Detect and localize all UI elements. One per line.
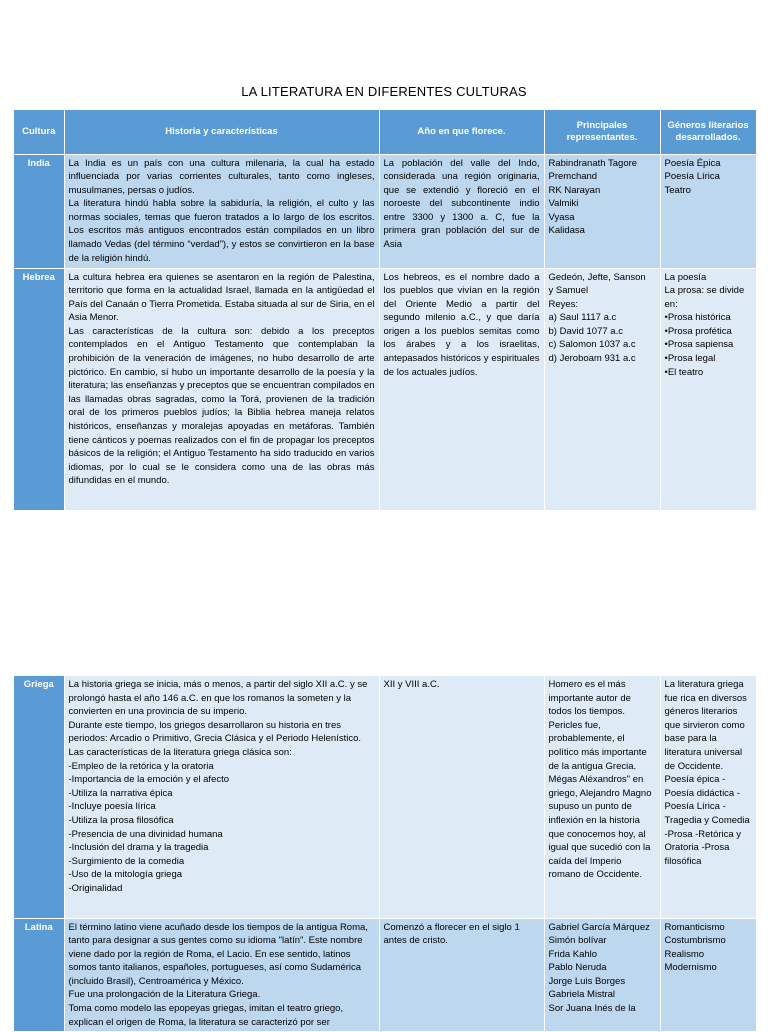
- header-generos: Géneros literarios desarrollados.: [660, 110, 756, 154]
- representantes-text: Homero es el más importante autor de todos los tiempos. Pericles fue, probablemente, el político más importante de la antigua Grecia. Mégas Aléxandros" en griego, Alejandro Magno supuso un punto de inflexión en la historia que conocemos hoy, al igual que sucedió con la caída del Imperio romano de Occidente.: [548, 679, 652, 881]
- header-cultura: Cultura: [14, 110, 64, 154]
- ano-text: XII y VIII a.C.: [383, 679, 440, 690]
- historia-paragraph: Fue una prolongación de la Literatura Griega.: [68, 989, 261, 1001]
- generos-cell: [660, 918, 756, 1032]
- representante: d) Jeroboam 931 a.c: [548, 353, 636, 365]
- representante: Reyes:: [548, 298, 579, 310]
- ano-text: Los hebreos, es el nombre dado a los pueblos que vivían en la región del Oriente Medio a partir del segundo milenio a.C., y que daría origen a los pueblos semitas como los árabes y a los israelitas, antepasados históricos y espirituales de los actuales judíos.: [383, 271, 540, 378]
- historia-line: -Presencia de una divinidad humana: [68, 828, 223, 840]
- generos-cell: [660, 676, 756, 918]
- representante: c) Salomon 1037 a.c: [548, 339, 636, 351]
- literature-table-top: [14, 110, 757, 511]
- genero-list-item: • Prosa profética: [665, 325, 752, 339]
- historia-cell: [64, 268, 379, 510]
- representantes-cell: [544, 268, 660, 510]
- ano-text: Comenzó a florecer en el siglo 1 antes de cristo.: [383, 921, 520, 947]
- generos-list: [665, 311, 752, 379]
- historia-line: -Incluye poesía lírica: [68, 801, 156, 813]
- genero-list-item: • Prosa sapiensa: [665, 338, 752, 352]
- representante: a) Saul 1117 a.c: [548, 312, 617, 324]
- representante: b) David 1077 a.c: [548, 325, 623, 337]
- genero: Teatro: [664, 184, 691, 196]
- historia-paragraph: El término latino viene acuñado desde los tiempos de la antigua Roma, tanto para designar a sus gentes como su idioma "latín". Este nombre viene dado por la región de Roma, el Lacio. En ese sentido, latinos somos tanto italianos, españoles, portugueses, así como Sudamérica (incluido Brasil), Centroamérica y México.: [68, 921, 368, 987]
- ano-cell: [379, 268, 544, 510]
- representantes-cell: [544, 918, 660, 1032]
- header-historia: Historia y características: [64, 110, 379, 154]
- genero: Modernismo: [664, 962, 717, 974]
- historia-line: -Uso de la mitología griega: [68, 869, 183, 881]
- representante: Valmiki: [548, 198, 579, 210]
- header-representantes: Principales representantes.: [544, 110, 660, 154]
- historia-paragraph: Durante este tiempo, los griegos desarrollaron su historia en tres periodos: Arcadio o Primitivo, Grecia Clásica y el Periodo Helenístico. Las características de la literatura griega clásica son:: [68, 719, 362, 758]
- ano-cell: [379, 154, 544, 268]
- genero: Poesía Épica: [664, 157, 721, 169]
- historia-paragraph: Toma como modelo las epopeyas griegas, imitan el teatro griego, explican el origen de Roma, la literatura se caracterizó por ser: [68, 1003, 344, 1028]
- representante: Jorge Luis Borges: [548, 975, 626, 987]
- historia-cell: [64, 154, 379, 268]
- genero: Romanticismo: [664, 921, 725, 933]
- genero-list-item: • El teatro: [665, 366, 752, 380]
- historia-paragraph: La India es un país con una cultura milenaria, la cual ha estado influenciada por varias corrientes culturales, tanto como ingleses, musulmanes, persas o judíos.: [68, 157, 375, 196]
- table-row-griega: [14, 676, 756, 918]
- representante: Gabriel García Márquez: [548, 921, 650, 933]
- historia-line: -Empleo de la retórica y la oratoria: [68, 760, 214, 772]
- representantes-cell: [544, 676, 660, 918]
- representante: Frida Kahlo: [548, 948, 598, 960]
- historia-paragraph: La literatura hindú habla sobre la sabiduría, la religión, el culto y las normas sociales, temas que fueron tratados a lo largo de los escritos. Los escritos más antiguos encontrados están compilados en un libro llamado Vedas (del término “verdad”), y estos se convirtieron en la base de la religión hindú.: [68, 198, 375, 264]
- representante: Rabindranath Tagore: [548, 157, 638, 169]
- historia-line: -Utiliza la narrativa épica: [68, 787, 173, 799]
- table-header-row: [14, 110, 756, 154]
- genero-list-item: • Prosa histórica: [665, 311, 752, 325]
- representante: Sor Juana Inés de la: [548, 1003, 636, 1015]
- representante: Pablo Neruda: [548, 962, 607, 974]
- row-label-latina: Latina: [14, 918, 64, 1032]
- historia-line: -Importancia de la emoción y el afecto: [68, 774, 230, 786]
- representante: Simón bolívar: [548, 935, 607, 947]
- historia-line: -Originalidad: [68, 882, 123, 894]
- generos-cell: [660, 268, 756, 510]
- historia-paragraph: La cultura hebrea era quienes se asentaron en la región de Palestina, territorio que forma en la actualidad Israel, llamada en la antigüedad el País del Canaán o Tierra Prometida. Estaba situada al sur de Siria, en el Asia Menor.: [68, 271, 375, 324]
- genero: Poesía Lírica: [664, 171, 720, 183]
- representante: Gabriela Mistral: [548, 989, 616, 1001]
- header-ano: Año en que florece.: [379, 110, 544, 154]
- genero: La poesía: [664, 271, 707, 283]
- historia-cell: [64, 918, 379, 1032]
- historia-paragraph: Las características de la cultura son: debido a los preceptos contemplados en el Antiguo Testamento que contemplaban la prohibición de la veneración de imágenes, no hubo desarrollo de arte pictórico. En cambio, sí hubo un importante desarrollo de la poesía y la literatura; las enseñanzas y preceptos que se encuentran compilados en las llamadas obras sagradas, como la Torá, provienen de la tradición oral de los primeros pueblos judíos; la Biblia hebrea maneja relatos históricos, enseñanzas y moralejas apoyadas en metáforas. También tiene cánticos y poemas realizados con el fin de propagar los preceptos básicos de la religión; el Antiguo Testamento ha sido traducido en varios idiomas, por lo cual se le considera como una de las obras más difundidas en el mundo.: [68, 325, 375, 487]
- genero: Realismo: [664, 948, 705, 960]
- row-label-hebrea: Hebrea: [14, 268, 64, 510]
- representante: Kalidasa: [548, 225, 585, 237]
- historia-line: -Surgimiento de la comedia: [68, 855, 185, 867]
- generos-cell: [660, 154, 756, 268]
- document-title: LA LITERATURA EN DIFERENTES CULTURAS: [241, 84, 527, 99]
- historia-cell: [64, 676, 379, 918]
- historia-line: -Utiliza la prosa filosófica: [68, 814, 174, 826]
- generos-text: La literatura griega fue rica en diversos géneros literarios que sirvieron como base para la literatura universal de Occidente. Poesía épica -Poesía didáctica -Poesía Lírica -Tragedia y Comedia -Prosa -Retórica y Oratoria -Prosa filosófica: [664, 679, 750, 867]
- literature-table-bottom: [14, 676, 757, 1032]
- representante: RK Narayan: [548, 184, 601, 196]
- historia-line: -Inclusión del drama y la tragedia: [68, 842, 209, 854]
- table-row-latina: [14, 918, 756, 1032]
- representantes-cell: [544, 154, 660, 268]
- representante: Premchand: [548, 171, 598, 183]
- row-label-griega: Griega: [14, 676, 64, 918]
- representante: Vyasa: [548, 211, 575, 223]
- ano-text: La población del valle del Indo, considerada una región originaria, que se extendió y floreció en el noroeste del subcontinente indio entre 3300 y 1300 a. C, fue la primera gran población del sur de Asia: [383, 157, 540, 251]
- ano-cell: [379, 918, 544, 1032]
- ano-cell: [379, 676, 544, 918]
- genero: Costumbrismo: [664, 935, 726, 947]
- representante: Gedeón, Jefte, Sanson: [548, 271, 646, 283]
- table-row-india: [14, 154, 756, 268]
- genero: La prosa: se divide en:: [664, 285, 745, 310]
- table-row-hebrea: [14, 268, 756, 510]
- genero-list-item: • Prosa legal: [665, 352, 752, 366]
- representante: y Samuel: [548, 285, 589, 297]
- historia-paragraph: La historia griega se inicia, más o menos, a partir del siglo XII a.C. y se prolongó hasta el año 146 a.C. en que los romanos la someten y la convierten en una provincia de su imperio.: [68, 679, 368, 718]
- row-label-india: India: [14, 154, 64, 268]
